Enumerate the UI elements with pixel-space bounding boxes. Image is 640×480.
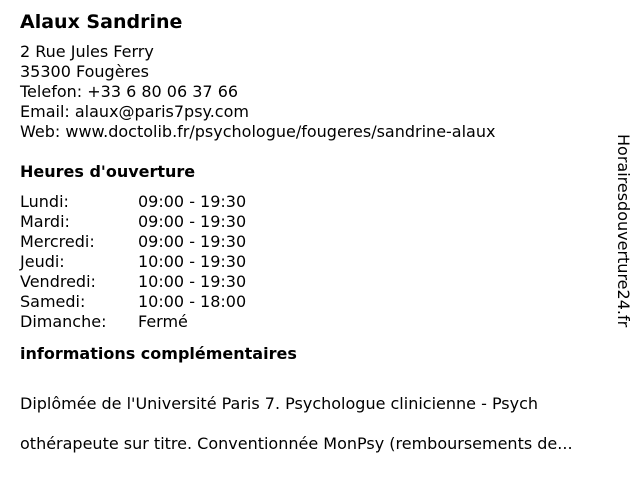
hours-day: Vendredi: — [20, 272, 96, 291]
hours-time: 10:00 - 19:30 — [138, 272, 247, 291]
hours-row-samedi — [20, 292, 620, 312]
web-line — [20, 122, 620, 142]
hours-row-vendredi — [20, 272, 620, 292]
additional-info-title: informations complémentaires — [20, 344, 297, 363]
email-label: Email: — [20, 102, 75, 121]
street-address: 2 Rue Jules Ferry — [20, 42, 154, 61]
hours-time: 09:00 - 19:30 — [138, 232, 247, 251]
phone-label: Telefon: — [20, 82, 88, 101]
business-name: Alaux Sandrine — [20, 11, 183, 33]
hours-time: 09:00 - 19:30 — [138, 192, 247, 211]
hours-row-lundi — [20, 192, 620, 212]
hours-time: 10:00 - 18:00 — [138, 292, 247, 311]
email-address: alaux@paris7psy.com — [74, 102, 249, 121]
email-line — [20, 102, 620, 122]
additional-info-text — [20, 374, 620, 474]
hours-day: Mercredi: — [20, 232, 95, 251]
phone-line — [20, 82, 620, 102]
additional-info-line: Diplômée de l'Université Paris 7. Psychologue clinicienne - Psych — [20, 394, 539, 413]
hours-row-dimanche — [20, 312, 620, 332]
website-url: www.doctolib.fr/psychologue/fougeres/sandrine-alaux — [65, 122, 496, 141]
hours-day: Mardi: — [20, 212, 70, 231]
phone-number: +33 6 80 06 37 66 — [87, 82, 239, 101]
hours-time: 09:00 - 19:30 — [138, 212, 247, 231]
business-card — [20, 10, 620, 474]
hours-day: Jeudi: — [20, 252, 65, 271]
hours-day: Dimanche: — [20, 312, 107, 331]
hours-row-mardi — [20, 212, 620, 232]
hours-row-mercredi — [20, 232, 620, 252]
hours-day: Lundi: — [20, 192, 69, 211]
opening-hours-list — [20, 192, 620, 332]
web-label: Web: — [20, 122, 66, 141]
additional-info-line: othérapeute sur titre. Conventionnée MonPsy (remboursements de... — [20, 434, 573, 453]
hours-time: 10:00 - 19:30 — [138, 252, 247, 271]
city-address: 35300 Fougères — [20, 62, 149, 81]
hours-time: Fermé — [138, 312, 188, 331]
opening-hours-title: Heures d'ouverture — [20, 162, 196, 181]
hours-row-jeudi — [20, 252, 620, 272]
hours-day: Samedi: — [20, 292, 86, 311]
site-watermark: Horairesdouverture24.fr — [614, 134, 633, 328]
